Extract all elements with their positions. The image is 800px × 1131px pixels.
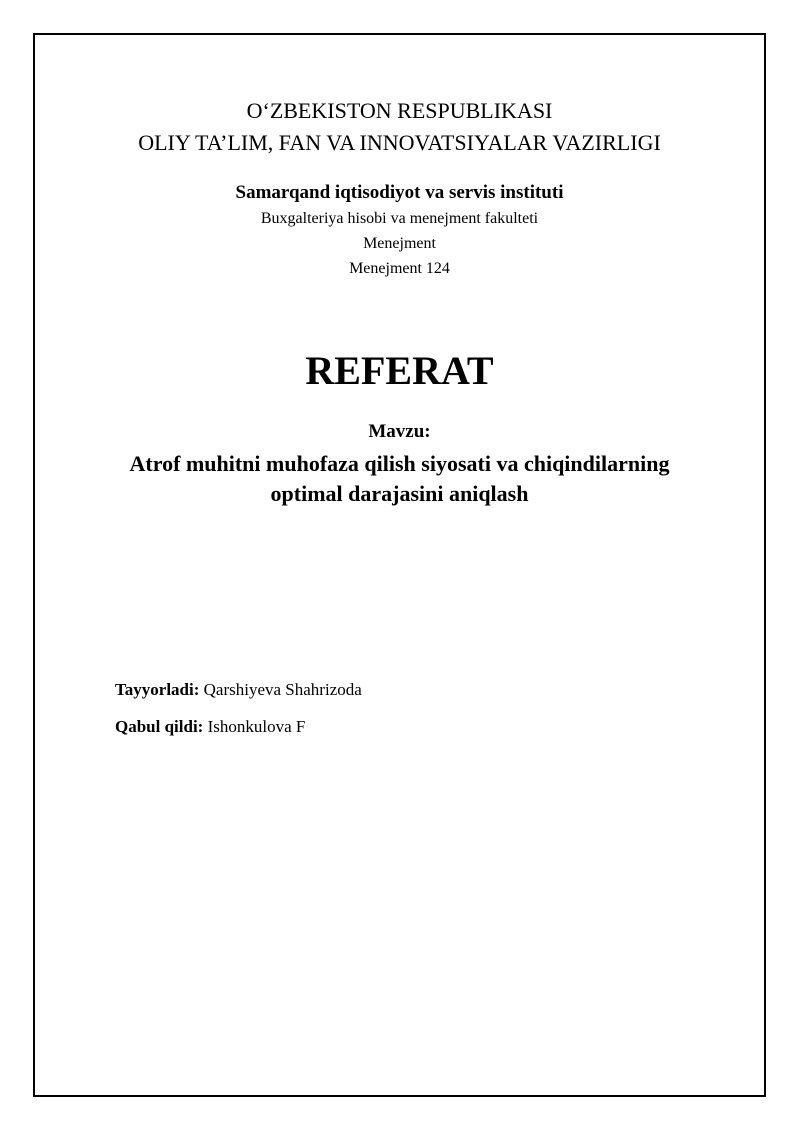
accepted-by-row	[115, 715, 305, 739]
group-name: Menejment 124	[349, 260, 450, 277]
prepared-by-name: Qarshiyeva Shahrizoda	[203, 680, 362, 699]
prepared-by-label: Tayyorladi:	[115, 680, 204, 699]
topic-title-line-1: Atrof muhitni muhofaza qilish siyosati va chiqindilarning	[129, 451, 670, 476]
direction-name: Menejment	[363, 235, 436, 252]
faculty-name: Buxgalteriya hisobi va menejment fakulteti	[260, 210, 539, 227]
accepted-by-label: Qabul qildi:	[115, 717, 208, 736]
topic-title	[33, 449, 766, 509]
topic-title-line-2: optimal darajasini aniqlash	[270, 481, 529, 506]
topic-label: Mavzu:	[368, 421, 431, 442]
prepared-by-row	[115, 678, 362, 702]
republic-heading: O‘ZBEKISTON RESPUBLIKASI	[246, 98, 553, 123]
institute-name: Samarqand iqtisodiyot va servis instituti	[235, 182, 564, 203]
accepted-by-name: Ishonkulova F	[207, 717, 306, 736]
document-type-title: REFERAT	[305, 348, 494, 393]
ministry-heading: OLIY TA’LIM, FAN VA INNOVATSIYALAR VAZIRLIGI	[138, 130, 661, 155]
